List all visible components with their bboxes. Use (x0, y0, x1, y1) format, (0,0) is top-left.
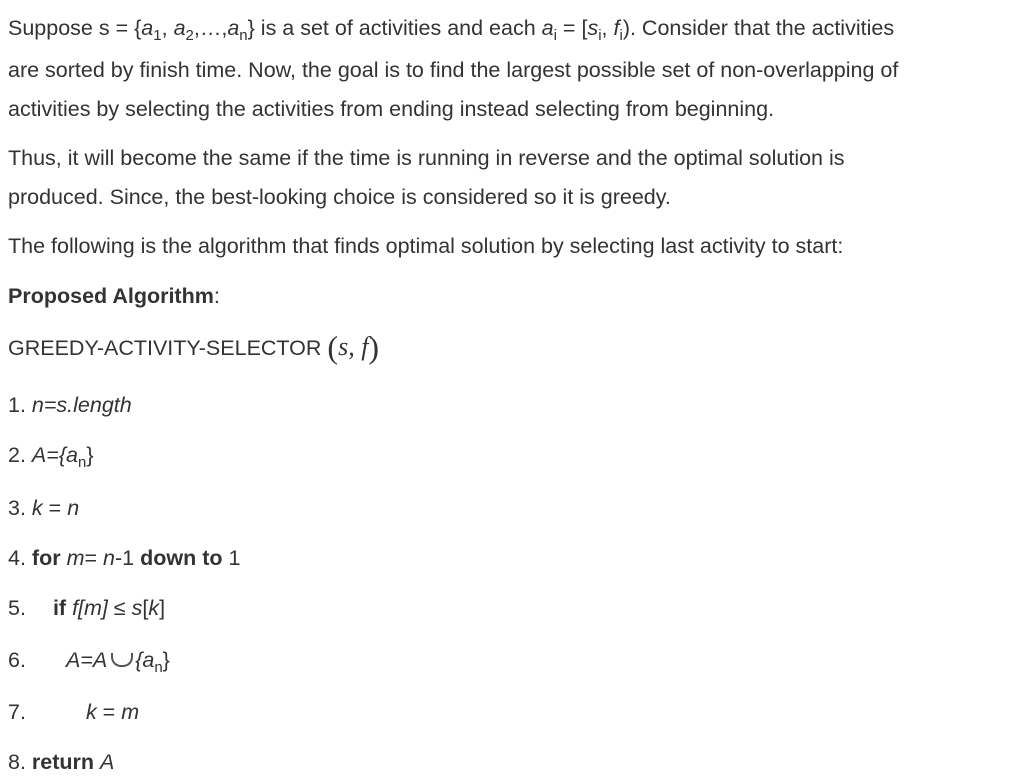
algorithm-step-6: 6. A=A $\{a_n\}$ (8, 648, 170, 676)
paragraph-reverse-time-line2: produced. Since, the best-looking choice is considered so it is greedy. (8, 185, 671, 209)
algorithm-step-2: 2. $A=\{a_n\}$ (8, 443, 94, 471)
paragraph-reverse-time (8, 139, 1018, 217)
algorithm-step-4: 4. for m= n-1 down to 1 (8, 546, 241, 570)
heading-title: Proposed Algorithm (8, 284, 214, 308)
algorithm-step-3: 3. k = n (8, 496, 80, 520)
algorithm-step-8: 8. return A (8, 750, 115, 774)
algorithm-step-7: 7. k = m (8, 700, 140, 724)
paragraph-intro-line1: Suppose $s = \{a_1$, $a_2,\dots,a_n$} is a set of activities and each $a_i = [s_i$, $f_i$). Consider that the activities (8, 16, 895, 44)
algorithm-name: GREEDY-ACTIVITY-SELECTOR (8, 336, 322, 360)
section-heading: Proposed Algorithm: (8, 284, 220, 308)
paragraph-intro-line2: are sorted by finish time. Now, the goal is to find the largest possible set of non-overlapping of (8, 58, 899, 82)
algorithm-step-5: 5. if f[m] ≤ s[k] (8, 596, 166, 620)
union-icon (111, 653, 133, 667)
paragraph-algorithm-intro (8, 227, 1018, 266)
algorithm-params: s, f (338, 332, 369, 361)
paragraph-intro (8, 9, 1018, 129)
algorithm-signature: GREEDY-ACTIVITY-SELECTOR (s, f) (8, 329, 380, 365)
paragraph-intro-line3: activities by selecting the activities from ending instead selecting from beginning. (8, 97, 775, 121)
paragraph-reverse-time-line1: Thus, it will become the same if the time is running in reverse and the optimal solution is (8, 146, 845, 170)
algorithm-step-1: 1. n=s.length (8, 393, 132, 417)
paragraph-algorithm-intro-text: The following is the algorithm that finds optimal solution by selecting last activity to start: (8, 234, 844, 258)
